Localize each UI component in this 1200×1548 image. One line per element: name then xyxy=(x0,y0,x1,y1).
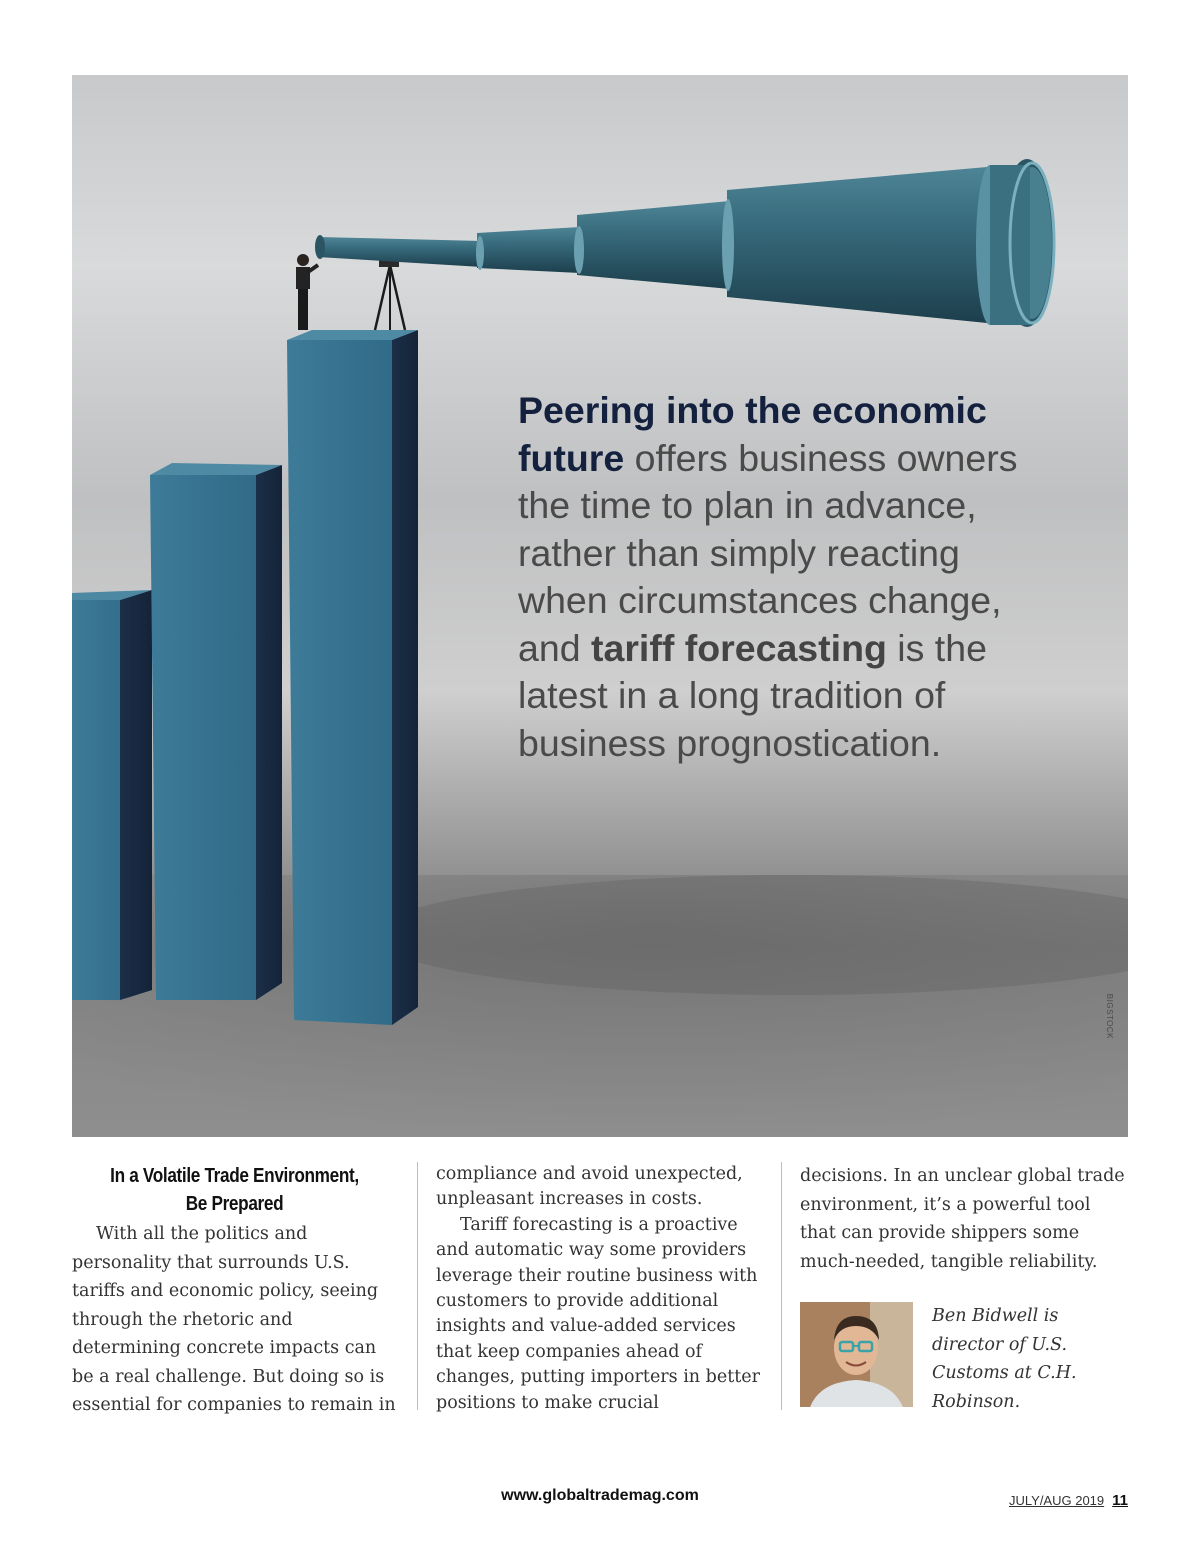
article-column-2 xyxy=(436,1162,766,1416)
column-3-paragraph: decisions. In an unclear global trade environment, it’s a powerful tool that can provide shippers some much-needed, tangible reliability. xyxy=(800,1166,1125,1272)
hero-image xyxy=(72,75,1128,1137)
footer-url[interactable]: www.globaltrademag.com xyxy=(501,1487,699,1504)
article-column-1 xyxy=(72,1162,397,1420)
author-photo xyxy=(800,1302,913,1407)
issue-date: JULY/AUG 2019 xyxy=(1009,1493,1105,1508)
pull-quote-emphasis: tariff forecasting xyxy=(591,626,887,669)
pull-quote-lead: Peering into the economic future xyxy=(518,389,987,479)
pull-quote-tail: is the latest in a long tradition of business prognostication. xyxy=(518,626,987,764)
page-number: 11 xyxy=(1112,1492,1128,1509)
article-column-3 xyxy=(800,1162,1130,1276)
article-heading-line-1: In a Volatile Trade Environment, xyxy=(110,1165,359,1187)
column-2-paragraph-2: Tariff forecasting is a proactive and automatic way some providers leverage their routine business with customers to provide additional insights and value-added services that keep companies ahead of changes, putting importers in better positions to make crucial xyxy=(436,1214,760,1413)
column-2-paragraph-1: compliance and avoid unexpected, unpleasant increases in costs. xyxy=(436,1164,743,1210)
footer-issue-info xyxy=(1009,1492,1128,1509)
pull-quote xyxy=(518,387,1038,767)
author-bio: Ben Bidwell is director of U.S. Customs at C.H. Robinson. xyxy=(932,1306,1077,1412)
column-1-paragraph: With all the politics and personality that surrounds U.S. tariffs and economic policy, seeing through the rhetoric and determining concrete impacts can be a real challenge. But doing so is essential for companies to remain in xyxy=(72,1224,396,1415)
article-heading xyxy=(95,1162,375,1218)
article-heading-line-2: Be Prepared xyxy=(185,1193,284,1215)
column-divider xyxy=(781,1162,782,1410)
pull-quote-mid: offers business owners the time to plan in advance, rather than simply reacting when circumstances change, and xyxy=(518,436,1018,669)
photo-credit: BIGSTOCK xyxy=(1105,993,1114,1039)
column-divider xyxy=(417,1162,418,1410)
